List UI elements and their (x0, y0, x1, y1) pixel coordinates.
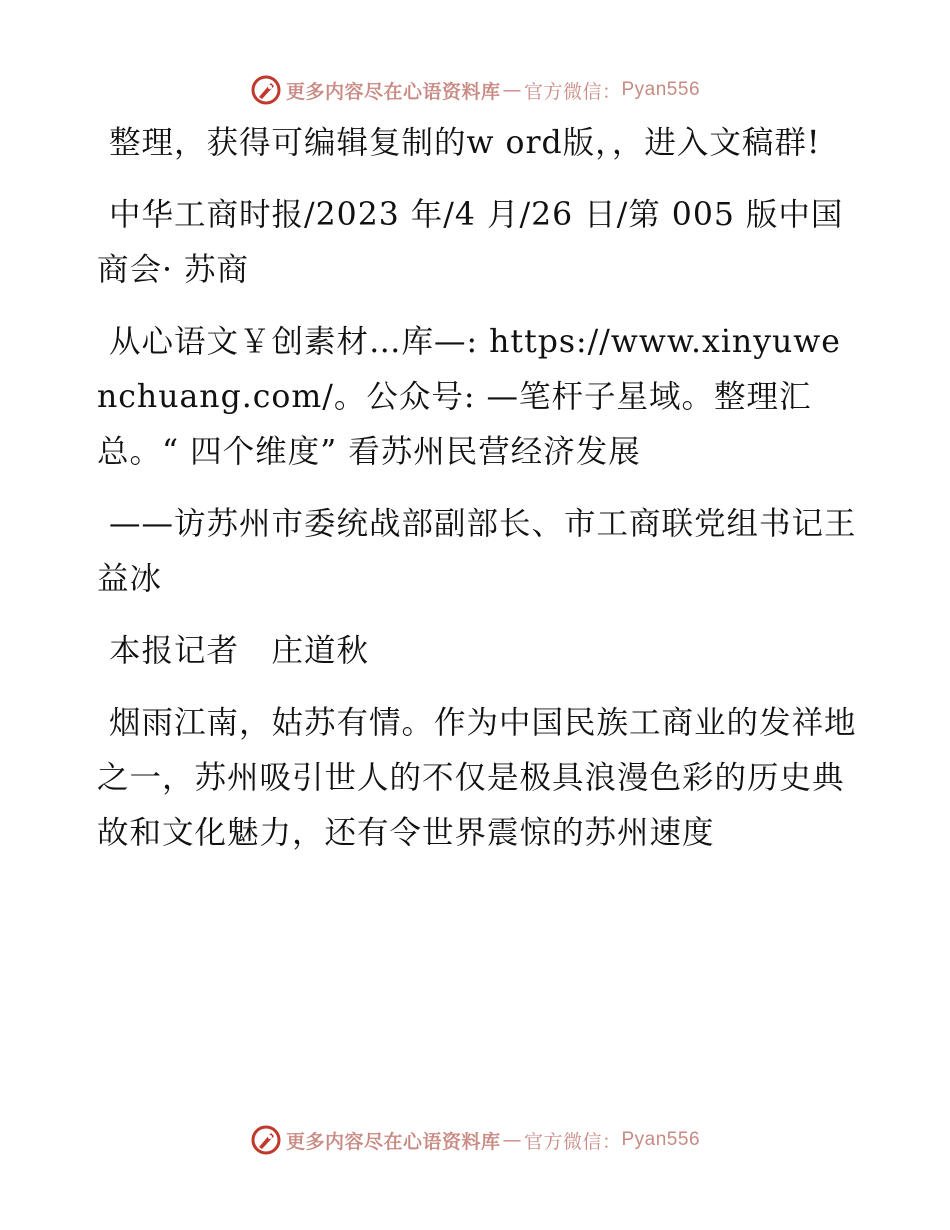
footer-watermark (0, 1120, 950, 1160)
pen-quill-logo-icon (250, 1124, 282, 1156)
watermark-account: Pyan556 (621, 79, 701, 100)
paragraph-source: 中华工商时报/2023 年/4 月/26 日/第 005 版中国商会· 苏商 (97, 197, 844, 288)
watermark-brand: 更多内容尽在心语资料库 (285, 80, 501, 103)
watermark-contact-label: 官方微信： (523, 80, 622, 103)
paragraph-body: 烟雨江南，姑苏有情。作为中国民族工商业的发祥地之一，苏州吸引世人的不仅是极具浪漫色彩的历史典故和文化魅力，还有令世界震惊的苏州速度 (97, 705, 857, 851)
header-watermark (0, 70, 950, 110)
paragraph-subtitle: ——访苏州市委统战部副部长、市工商联党组书记王益冰 (97, 506, 857, 597)
document-body (97, 116, 857, 878)
watermark-contact-label: 官方微信： (523, 1130, 622, 1153)
paragraph-intro: 整理，获得可编辑复制的w ord版，，进入文稿群! (109, 125, 821, 161)
paragraph-byline: 本报记者 庄道秋 (109, 633, 370, 669)
paragraph-title: 从心语文￥创素材…库—: https://www.xinyuwenchuang.com/。公众号: —笔杆子星域。整理汇总。“ 四个维度” 看苏州民营经济发展 (97, 324, 841, 470)
watermark-brand: 更多内容尽在心语资料库 (285, 1130, 501, 1153)
watermark-separator: — (502, 1129, 522, 1151)
watermark-separator: — (502, 79, 522, 101)
watermark-account: Pyan556 (621, 1129, 701, 1150)
pen-quill-logo-icon (250, 74, 282, 106)
